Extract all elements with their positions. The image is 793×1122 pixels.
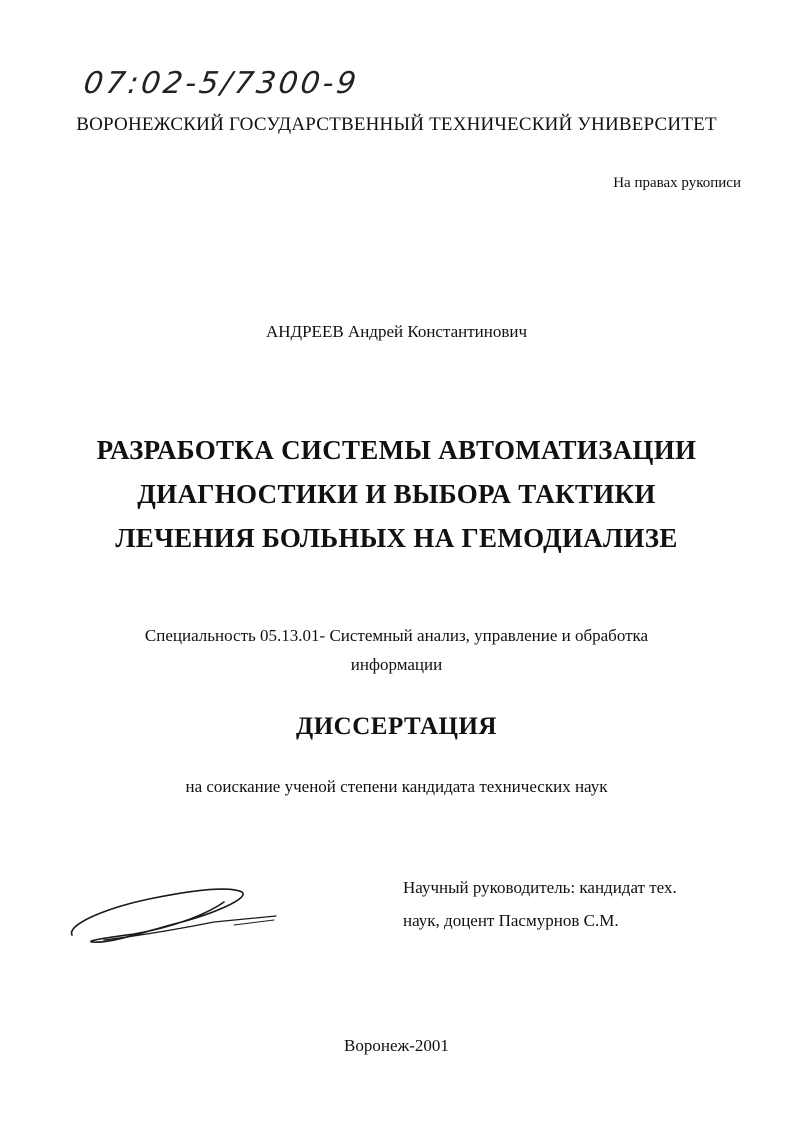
- rights-notice: На правах рукописи: [613, 175, 741, 191]
- city-year: Воронеж-2001: [344, 1036, 449, 1055]
- title-line-3: ЛЕЧЕНИЯ БОЛЬНЫХ НА ГЕМОДИАЛИЗЕ: [115, 523, 678, 553]
- specialty-line-1: Специальность 05.13.01- Системный анализ, управление и обработка: [144, 626, 649, 645]
- degree-statement: на соискание ученой степени кандидата технических наук: [185, 777, 608, 796]
- supervisor-line-1: Научный руководитель: кандидат тех.: [403, 878, 677, 897]
- document-type: ДИССЕРТАЦИЯ: [296, 713, 497, 740]
- specialty: [120, 621, 673, 679]
- supervisor: [403, 871, 733, 937]
- dissertation-title: [0, 428, 793, 560]
- handwritten-archive-number: 07:02-5/7300-9: [81, 66, 362, 101]
- supervisor-signature: [64, 880, 284, 955]
- specialty-line-2: информации: [350, 655, 443, 674]
- title-line-1: РАЗРАБОТКА СИСТЕМЫ АВТОМАТИЗАЦИИ: [96, 435, 697, 465]
- university-name: ВОРОНЕЖСКИЙ ГОСУДАРСТВЕННЫЙ ТЕХНИЧЕСКИЙ УНИВЕРСИТЕТ: [76, 114, 717, 135]
- supervisor-line-2: наук, доцент Пасмурнов С.М.: [403, 911, 619, 930]
- author-name: АНДРЕЕВ Андрей Константинович: [265, 322, 528, 341]
- title-line-2: ДИАГНОСТИКИ И ВЫБОРА ТАКТИКИ: [137, 479, 656, 509]
